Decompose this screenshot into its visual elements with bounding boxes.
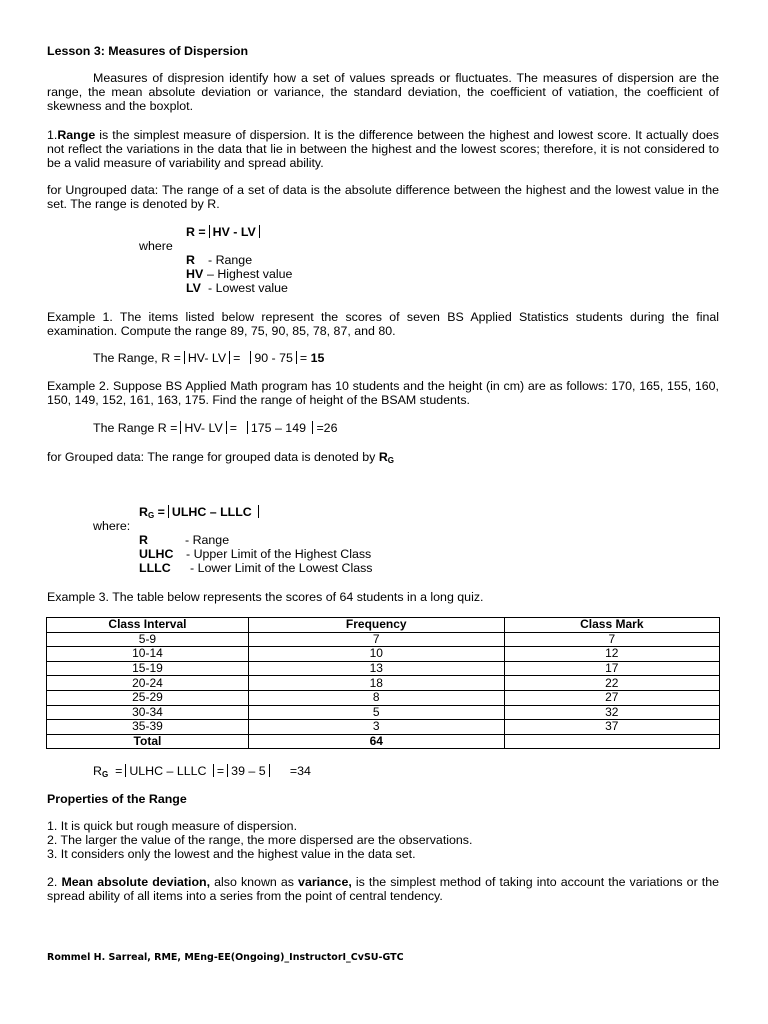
grouped-formula xyxy=(139,505,262,523)
table-header-row xyxy=(47,618,720,633)
where-label: where xyxy=(139,239,173,253)
table-cell: 5-9 xyxy=(47,632,249,647)
mad-mid: also known as xyxy=(210,875,299,889)
intro-paragraph: Measures of dispresion identify how a set of values spreads or fluctuates. The measures of dispersion are the range, the mean absolute deviation or variance, the standard deviation, the coefficient of vatiation, the coefficient of skewness and the boxplot. xyxy=(47,71,719,113)
table-cell: 32 xyxy=(504,705,719,720)
example1-calc-eq: = xyxy=(233,351,241,365)
example3-calc-mid2: 39 – 5 xyxy=(231,764,266,778)
table-cell: 17 xyxy=(504,661,719,676)
table-cell: 30-34 xyxy=(47,705,249,720)
properties-heading: Properties of the Range xyxy=(47,792,187,806)
table-cell: 20-24 xyxy=(47,676,249,691)
table-cell: 37 xyxy=(504,720,719,735)
table-cell: 13 xyxy=(248,661,504,676)
grouped-legend-sym-ulhc: ULHC xyxy=(139,547,174,561)
example2-calc-prefix: The Range R = xyxy=(93,421,178,435)
table-row xyxy=(47,632,720,647)
example1-calc-prefix: The Range, R = xyxy=(93,351,181,365)
table-cell: 5 xyxy=(248,705,504,720)
grouped-legend-desc-r: - Range xyxy=(185,533,230,547)
table-row xyxy=(47,676,720,691)
example1-calc-eq2: = xyxy=(299,351,308,365)
example2-calc-result: =26 xyxy=(316,421,338,435)
table-total-row xyxy=(47,734,720,749)
table-cell: 10 xyxy=(248,647,504,662)
table-cell: 35-39 xyxy=(47,720,249,735)
grouped-where-label: where: xyxy=(93,519,131,533)
legend-desc-lv: - Lowest value xyxy=(208,281,288,295)
table-cell: 8 xyxy=(248,690,504,705)
grouped-symbol: R xyxy=(378,450,388,464)
legend-desc-r: - Range xyxy=(208,253,253,267)
example3-calc-sym: R xyxy=(93,764,102,778)
range-definition xyxy=(47,128,719,170)
grouped-intro-text: for Grouped data: The range for grouped data is denoted by xyxy=(47,450,376,464)
property-item-2: 2. The larger the value of the range, the more dispersed are the observations. xyxy=(47,833,473,847)
mad-paragraph xyxy=(47,875,719,903)
mad-term: Mean absolute deviation, xyxy=(61,875,211,889)
table-cell: 27 xyxy=(504,690,719,705)
example3-calc-result: =34 xyxy=(289,764,311,778)
mad-term2: variance, xyxy=(298,875,352,889)
example2-calc-eq: = xyxy=(229,421,237,435)
example3-calc-eq2: = xyxy=(216,764,225,778)
grouped-legend-sym-r: R xyxy=(139,533,148,547)
example1-calculation xyxy=(93,351,324,365)
property-item-3: 3. It considers only the lowest and the highest value in the data set. xyxy=(47,847,416,861)
grouped-formula-sub: G xyxy=(147,511,155,520)
grouped-legend-sym-lllc: LLLC xyxy=(139,561,171,575)
example1-calc-result: 15 xyxy=(310,351,325,365)
table-cell: 7 xyxy=(248,632,504,647)
table-row xyxy=(47,647,720,662)
example1-calc-mid2: 90 - 75 xyxy=(254,351,293,365)
grouped-formula-eq: = xyxy=(157,505,165,519)
example3-text: Example 3. The table below represents the scores of 64 students in a long quiz. xyxy=(47,590,484,604)
table-cell: 3 xyxy=(248,720,504,735)
page-title: Lesson 3: Measures of Dispersion xyxy=(47,44,249,58)
grouped-formula-rhs: ULHC – LLLC xyxy=(171,505,252,519)
footer-author: Rommel H. Sarreal, RME, MEng-EE(Ongoing)_InstructorI_CvSU-GTC xyxy=(47,952,404,963)
legend-sym-r: R xyxy=(186,253,195,267)
example3-calc-eq: = xyxy=(115,764,123,778)
mad-rest: is the simplest method of taking into account the variations or the spread ability of all items into a series from the point of central tendency. xyxy=(47,875,720,903)
table-cell: 12 xyxy=(504,647,719,662)
class-table xyxy=(46,617,720,749)
grouped-legend-desc-ulhc: - Upper Limit of the Highest Class xyxy=(186,547,372,561)
mad-number: 2. xyxy=(47,875,58,889)
legend-desc-hv: – Highest value xyxy=(207,267,293,281)
grouped-formula-sym: R xyxy=(139,505,148,519)
example1-calc-mid1: HV- LV xyxy=(187,351,227,365)
range-number: 1. xyxy=(47,128,58,142)
table-row xyxy=(47,705,720,720)
table-header-frequency: Frequency xyxy=(248,618,504,633)
table-cell: 15-19 xyxy=(47,661,249,676)
table-total-value: 64 xyxy=(248,734,504,749)
table-cell: 22 xyxy=(504,676,719,691)
range-formula xyxy=(186,225,263,239)
grouped-symbol-sub: G xyxy=(387,456,394,465)
legend-sym-hv: HV xyxy=(186,267,204,281)
table-header-class-mark: Class Mark xyxy=(504,618,719,633)
table-row xyxy=(47,720,720,735)
example3-calculation xyxy=(93,764,311,782)
ungrouped-intro: for Ungrouped data: The range of a set of data is the absolute difference between the highest and the lowest value in the set. The range is denoted by R. xyxy=(47,183,719,211)
table-cell: 18 xyxy=(248,676,504,691)
example2-calculation xyxy=(93,421,337,435)
table-cell-empty xyxy=(504,734,719,749)
table-row xyxy=(47,690,720,705)
range-formula-lhs: R = xyxy=(186,225,206,239)
grouped-intro xyxy=(47,450,394,468)
table-cell: 7 xyxy=(504,632,719,647)
table-cell: 10-14 xyxy=(47,647,249,662)
example2-calc-mid1: HV- LV xyxy=(184,421,223,435)
table-cell: 25-29 xyxy=(47,690,249,705)
range-term: Range xyxy=(57,128,96,142)
grouped-legend-desc-lllc: - Lower Limit of the Lowest Class xyxy=(190,561,373,575)
legend-sym-lv: LV xyxy=(186,281,201,295)
property-item-1: 1. It is quick but rough measure of dispersion. xyxy=(47,819,298,833)
range-formula-rhs: HV - LV xyxy=(212,225,256,239)
example3-calc-sub: G xyxy=(101,770,109,779)
example2-text: Example 2. Suppose BS Applied Math program has 10 students and the height (in cm) are as follows: 170, 165, 155, 160, 150, 149, 152, 161, 163, 175. Find the range of height of the BSAM students. xyxy=(47,379,719,407)
table-total-label: Total xyxy=(47,734,249,749)
example3-calc-mid1: ULHC – LLLC xyxy=(129,764,207,778)
table-row xyxy=(47,661,720,676)
range-definition-text: is the simplest measure of dispersion. It is the difference between the highest and lowest score. It actually does not reflect the variations in the data that lie in between the highest and the lowest scores; therefore, it is not considered to be a valid measure of variability and spread ability. xyxy=(47,128,719,170)
example1-text: Example 1. The items listed below represent the scores of seven BS Applied Statistics students during the final examination. Compute the range 89, 75, 90, 85, 78, 87, and 80. xyxy=(47,310,719,338)
table-header-class-interval: Class Interval xyxy=(47,618,249,633)
example2-calc-mid2: 175 – 149 xyxy=(250,421,306,435)
